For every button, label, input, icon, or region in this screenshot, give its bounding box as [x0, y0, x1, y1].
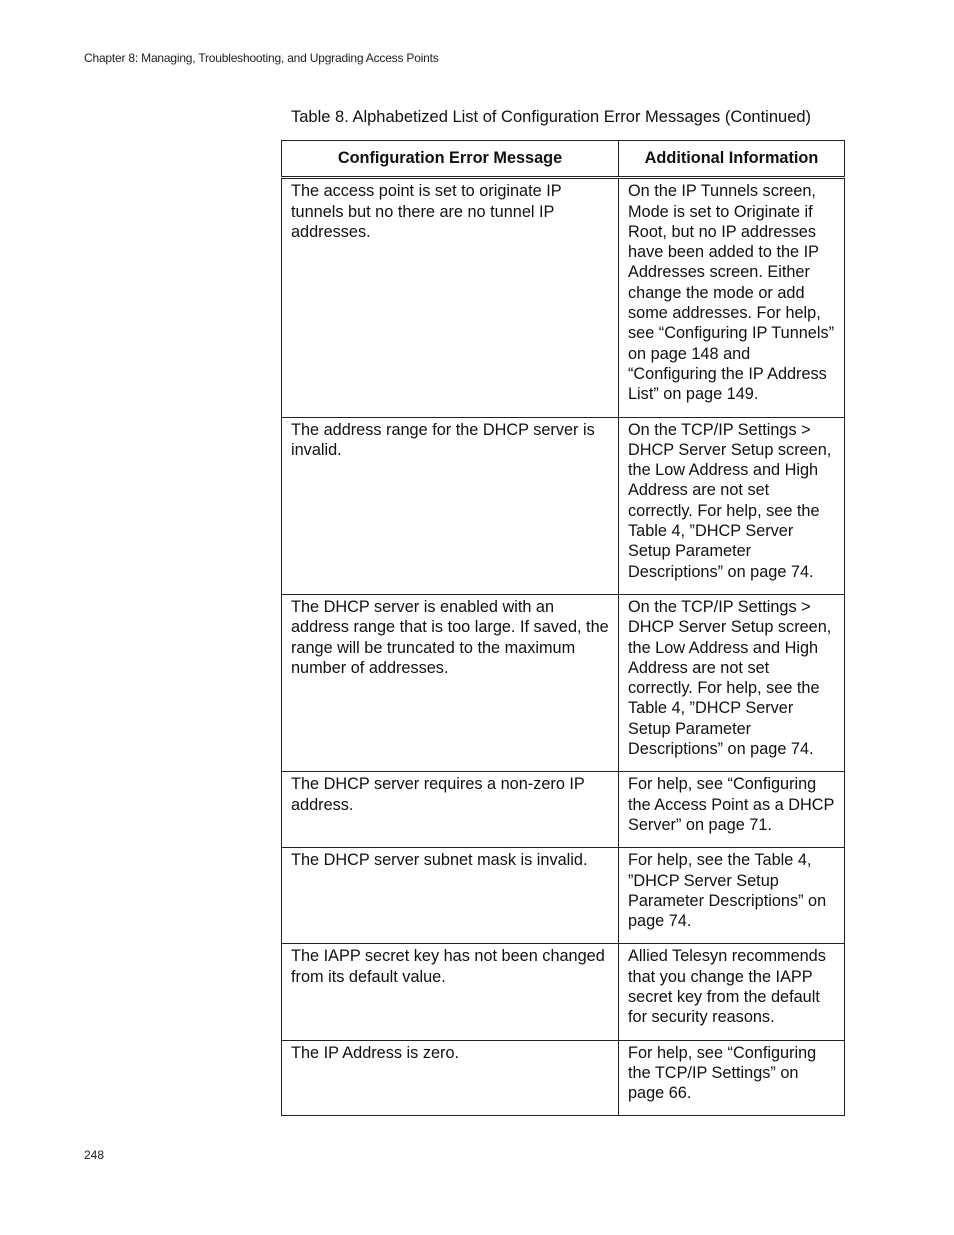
- additional-info-cell: For help, see the Table 4, ”DHCP Server Setup Parameter Descriptions” on page 74.: [619, 848, 845, 944]
- column-header-info: Additional Information: [619, 141, 845, 178]
- table-row: [282, 944, 845, 1040]
- additional-info-cell: On the TCP/IP Settings > DHCP Server Setup screen, the Low Address and High Address are not set correctly. For help, see the Table 4, ”DHCP Server Setup Parameter Descriptions” on page 74.: [619, 594, 845, 771]
- table-caption: Table 8. Alphabetized List of Configuration Error Messages (Continued): [291, 108, 812, 126]
- page-number: 248: [84, 1148, 105, 1162]
- error-message-cell: The access point is set to originate IP tunnels but no there are no tunnel IP addresses.: [282, 178, 619, 417]
- error-message-cell: The DHCP server subnet mask is invalid.: [282, 848, 619, 944]
- error-messages-table: [281, 140, 845, 1116]
- table-row: [282, 772, 845, 848]
- additional-info-cell: For help, see “Configuring the Access Point as a DHCP Server” on page 71.: [619, 772, 845, 848]
- additional-info-cell: Allied Telesyn recommends that you change the IAPP secret key from the default for security reasons.: [619, 944, 845, 1040]
- column-header-message: Configuration Error Message: [282, 141, 619, 178]
- table-row: [282, 417, 845, 594]
- running-header: Chapter 8: Managing, Troubleshooting, and Upgrading Access Points: [84, 51, 439, 65]
- error-message-cell: The IP Address is zero.: [282, 1040, 619, 1116]
- additional-info-cell: On the TCP/IP Settings > DHCP Server Setup screen, the Low Address and High Address are not set correctly. For help, see the Table 4, ”DHCP Server Setup Parameter Descriptions” on page 74.: [619, 417, 845, 594]
- table-row: [282, 178, 845, 417]
- error-message-cell: The DHCP server requires a non-zero IP address.: [282, 772, 619, 848]
- table-row: [282, 1040, 845, 1116]
- error-message-cell: The IAPP secret key has not been changed from its default value.: [282, 944, 619, 1040]
- table-header-row: [282, 141, 845, 178]
- error-message-cell: The address range for the DHCP server is invalid.: [282, 417, 619, 594]
- error-messages-table-container: [281, 140, 844, 1116]
- additional-info-cell: On the IP Tunnels screen, Mode is set to Originate if Root, but no IP addresses have been added to the IP Addresses screen. Either change the mode or add some addresses. For help, see “Configuring IP Tunnels” on page 148 and “Configuring the IP Address List” on page 149.: [619, 178, 845, 417]
- error-message-cell: The DHCP server is enabled with an address range that is too large. If saved, the range will be truncated to the maximum number of addresses.: [282, 594, 619, 771]
- additional-info-cell: For help, see “Configuring the TCP/IP Settings” on page 66.: [619, 1040, 845, 1116]
- table-row: [282, 848, 845, 944]
- table-row: [282, 594, 845, 771]
